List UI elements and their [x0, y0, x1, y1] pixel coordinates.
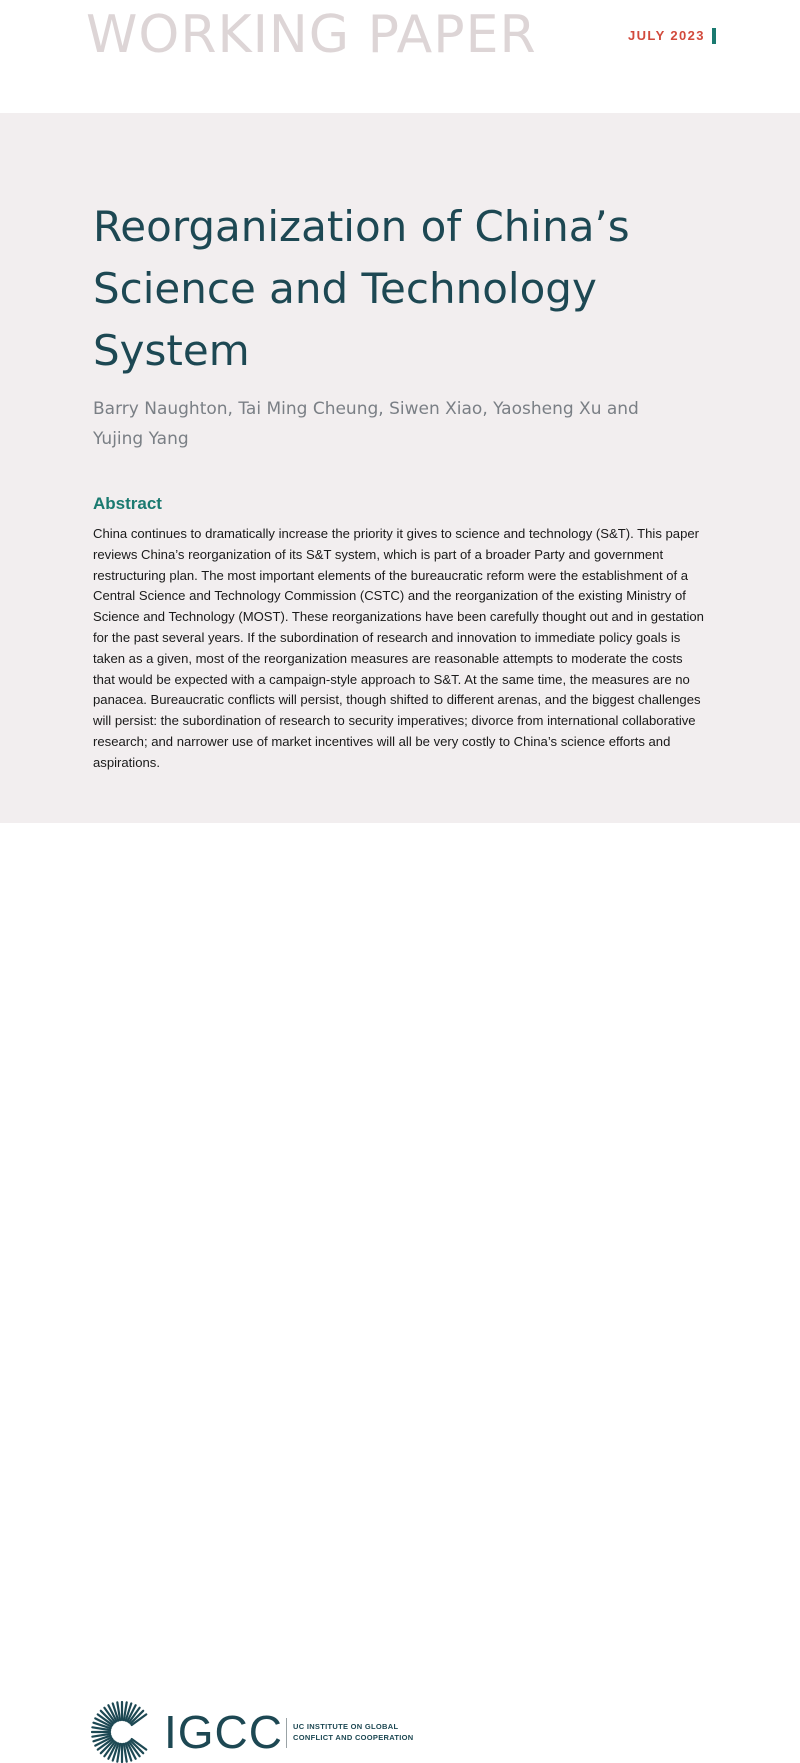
- logo-subtitle-line-2: CONFLICT AND COOPERATION: [293, 1733, 414, 1742]
- igcc-logo-wordmark: IGCC: [164, 1706, 283, 1758]
- author-list: Barry Naughton, Tai Ming Cheung, Siwen Xiao, Yaosheng Xu and Yujing Yang: [93, 399, 639, 449]
- publication-date: JULY 2023: [628, 28, 705, 43]
- abstract-heading: Abstract: [93, 494, 162, 513]
- logo-subtitle-line-1: UC INSTITUTE ON GLOBAL: [293, 1722, 399, 1731]
- logo-divider: [286, 1718, 287, 1748]
- logo-subtitle: [293, 1721, 414, 1743]
- paper-title: Reorganization of China’s Science and Technology System: [93, 202, 630, 375]
- igcc-logo-icon: [91, 1701, 153, 1763]
- abstract-body: China continues to dramatically increase the priority it gives to science and technology (S&T). This paper reviews China’s reorganization of its S&T system, which is part of a broader Party and government restructuring plan. The most important elements of the bureaucratic reform were the establishment of a Central Science and Technology Commission (CSTC) and the reorganization of the existing Ministry of Science and Technology (MOST). These reorganizations have been carefully thought out and in gestation for the past several years. If the subordination of research and innovation to immediate policy goals is taken as a given, most of the reorganization measures are reasonable attempts to moderate the costs that would be expected with a campaign-style approach to S&T. At the same time, the measures are no panacea. Bureaucratic conflicts will persist, though shifted to different arenas, and the biggest challenges will persist: the subordination of research to security imperatives; divorce from international collaborative research; and narrower use of market incentives will all be very costly to China’s science efforts and aspirations.: [93, 526, 704, 770]
- page-header: [0, 0, 800, 113]
- date-accent-bar: [712, 28, 716, 44]
- page-footer: [0, 823, 800, 1758]
- document-type-label: WORKING PAPER: [86, 5, 537, 65]
